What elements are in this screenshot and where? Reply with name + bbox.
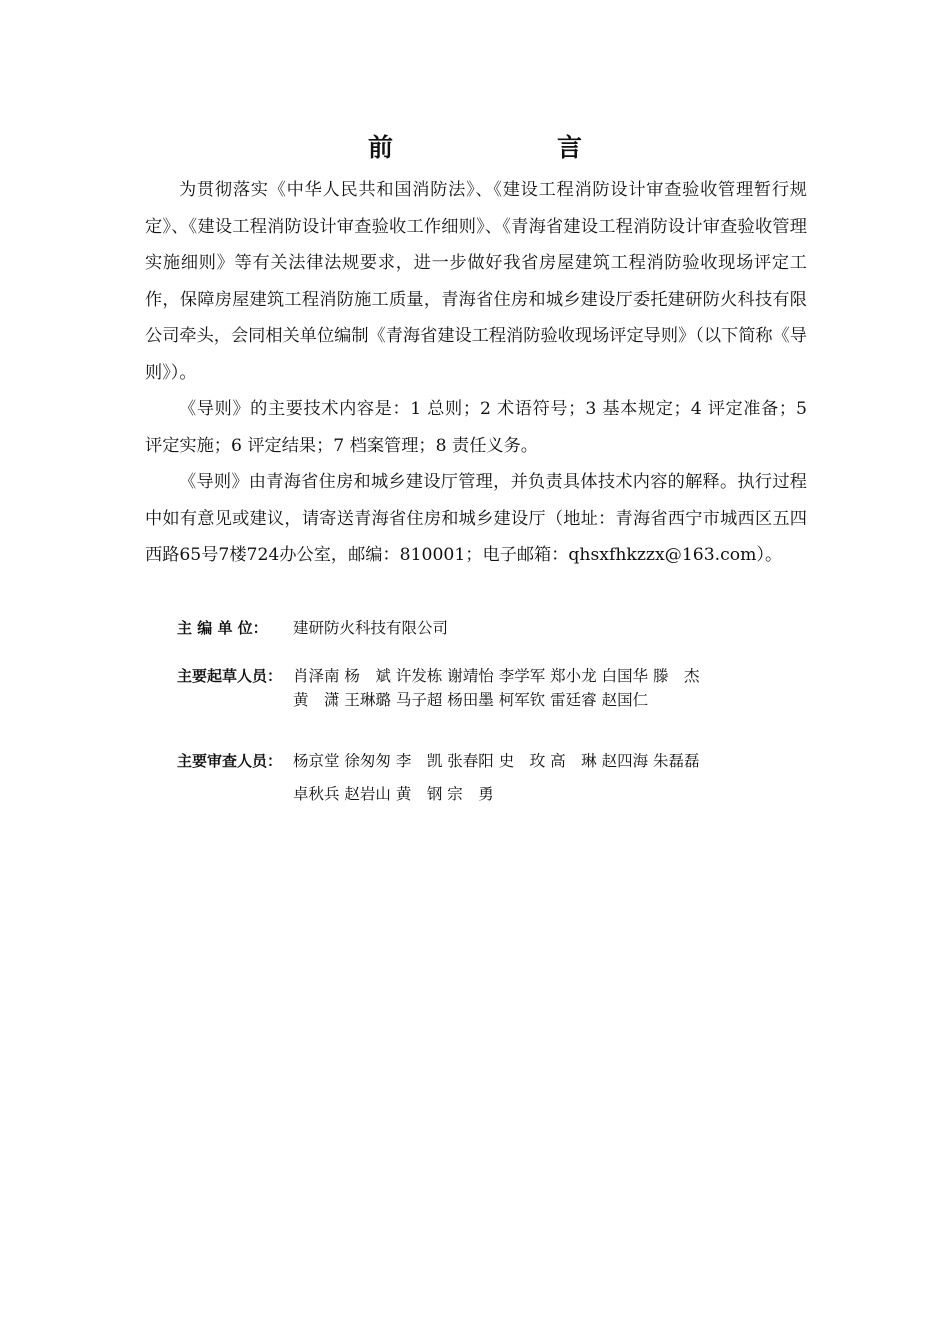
paragraph-contents: 《导则》的主要技术内容是：1 总则；2 术语符号；3 基本规定；4 评定准备；5 评定实施；6 评定结果；7 档案管理；8 责任义务。: [145, 399, 807, 456]
drafters-line: 肖泽南 杨 斌 许发栋 谢靖怡 李学军 郑小龙 白国华 滕 杰: [293, 667, 700, 685]
drafters-names: [293, 664, 817, 712]
drafters-line: 黄 潇 王琳璐 马子超 杨田墨 柯军钦 雷廷睿 赵国仁: [293, 691, 649, 709]
reviewers-row: [177, 745, 817, 811]
drafters-row: [177, 664, 817, 712]
reviewers-names: [293, 745, 817, 811]
paragraph-management: 《导则》由青海省住房和城乡建设厅管理，并负责具体技术内容的解释。执行过程中如有意见或建议，请寄送青海省住房和城乡建设厅（地址：青海省西宁市城西区五四西路65号7楼724办公室，邮编：810001；电子邮箱：qhsxfhkzzx@163.com）。: [145, 472, 807, 565]
drafters-label: 主要起草人员：: [177, 667, 283, 685]
editor-unit-label: 主 编 单 位：: [177, 619, 268, 637]
editor-unit-row: [177, 618, 817, 638]
reviewers-label: 主要审查人员：: [177, 752, 283, 770]
editor-unit-value: 建研防火科技有限公司: [293, 619, 449, 637]
page-title: 前 言: [367, 133, 620, 162]
reviewers-line: 卓秋兵 赵岩山 黄 钢 宗 勇: [293, 785, 494, 803]
paragraph-purpose: 为贯彻落实《中华人民共和国消防法》、《建设工程消防设计审查验收管理暂行规定》、《建设工程消防设计审查验收工作细则》、《青海省建设工程消防设计审查验收管理实施细则》等有关法律法规要求，进一步做好我省房屋建筑工程消防验收现场评定工作，保障房屋建筑工程消防施工质量，青海省住房和城乡建设厅委托建研防火科技有限公司牵头，会同相关单位编制《青海省建设工程消防验收现场评定导则》（以下简称《导则》）。: [145, 180, 807, 383]
reviewers-line: 杨京堂 徐匆匆 李 凯 张春阳 史 玫 高 琳 赵四海 朱磊磊: [293, 752, 700, 770]
preface-body: [145, 172, 807, 574]
